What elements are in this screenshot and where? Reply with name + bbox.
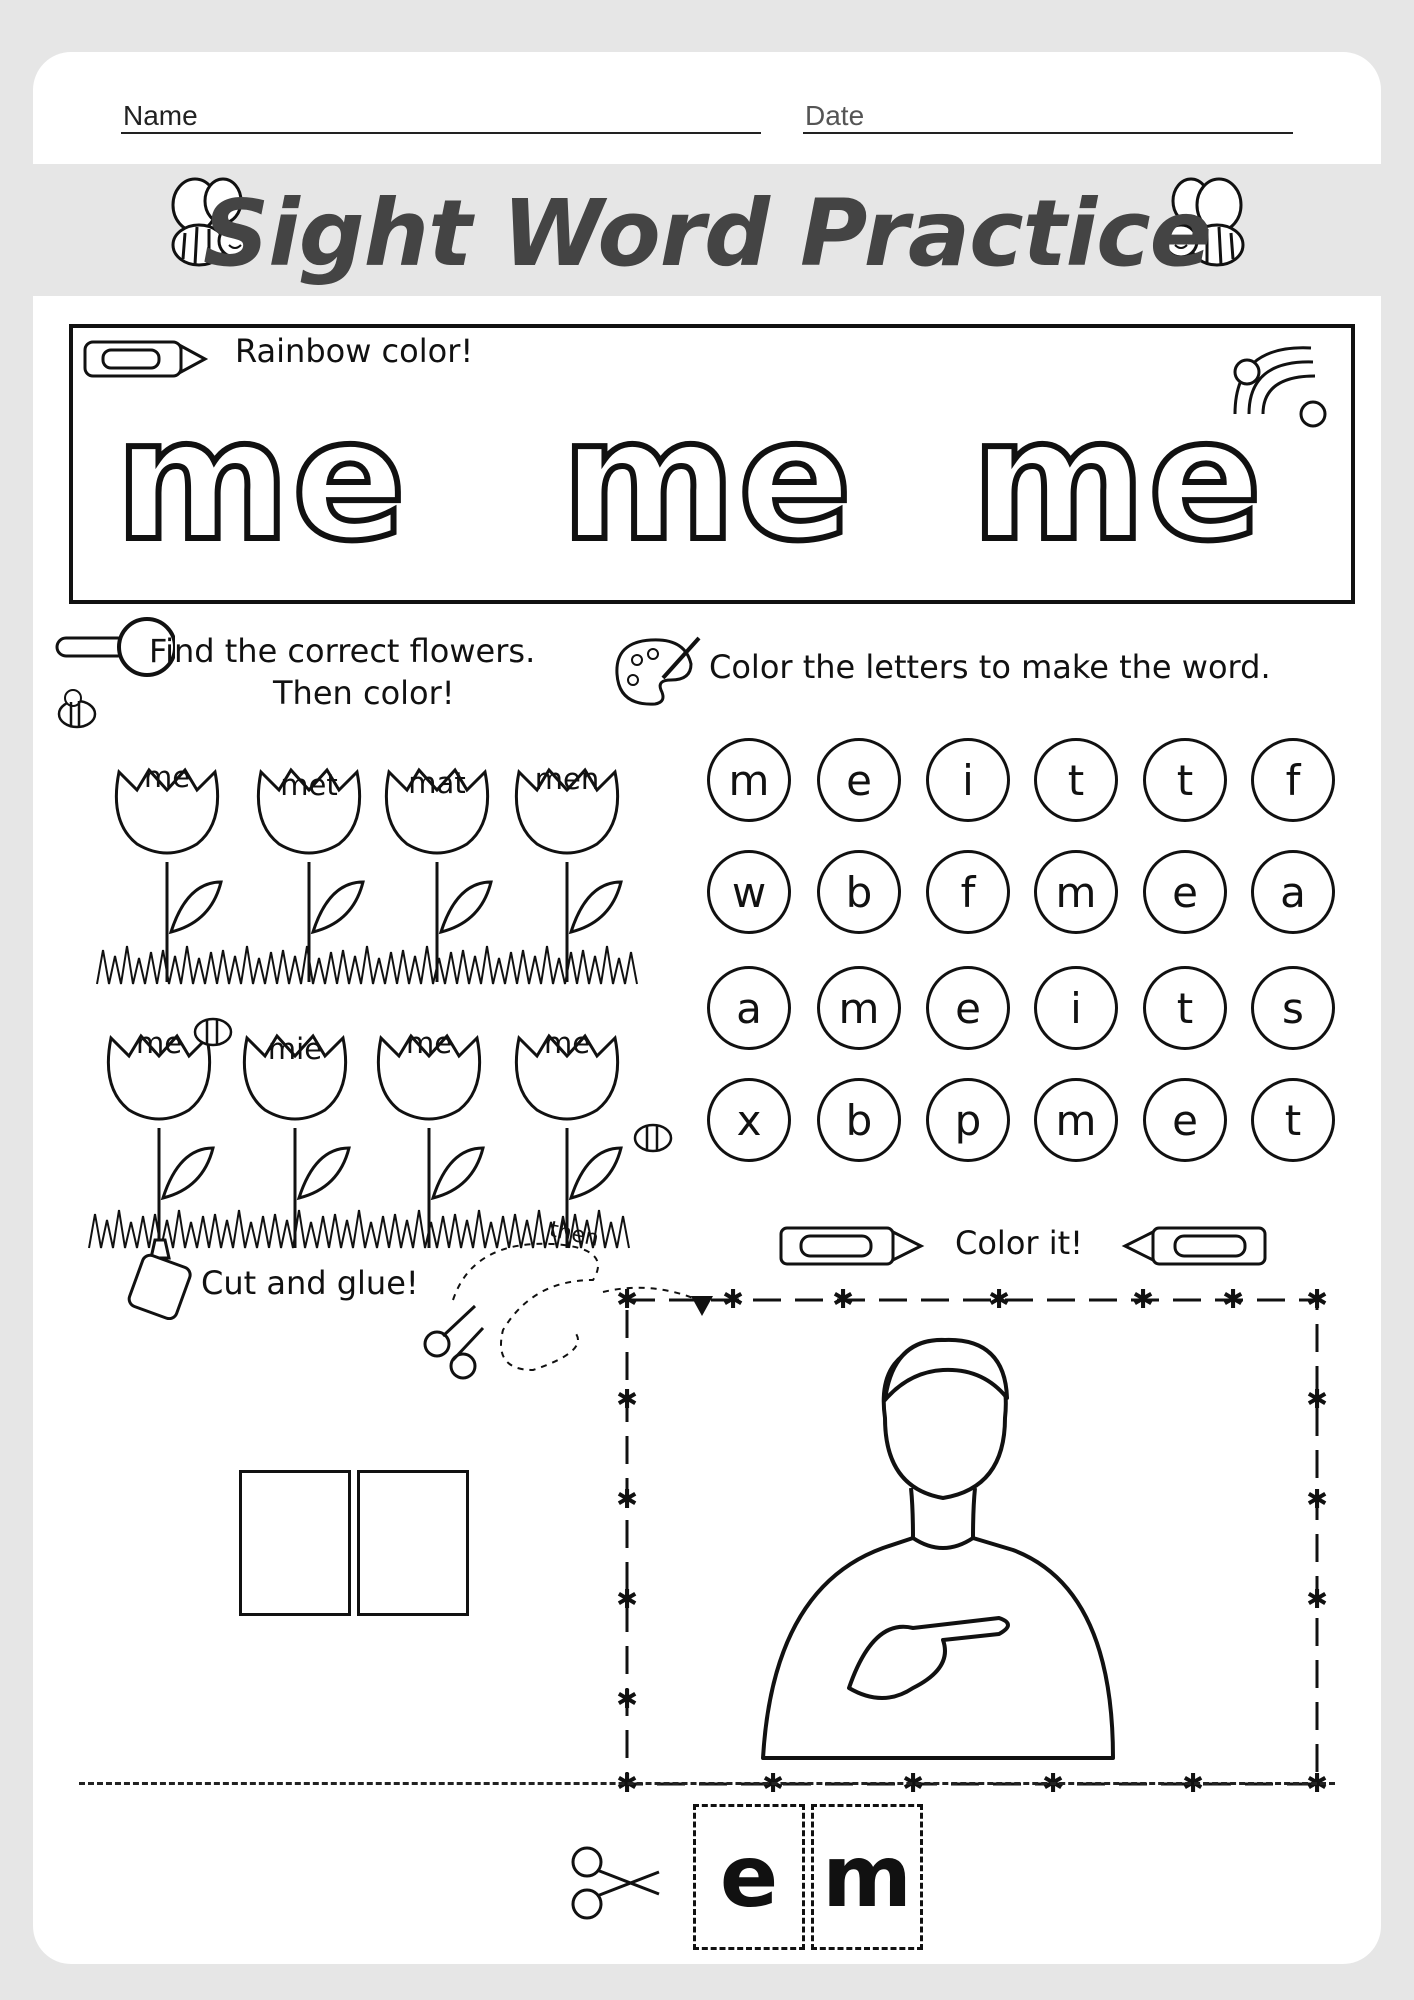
letter-circle[interactable]: b [817, 850, 901, 934]
letter-circle[interactable]: m [817, 966, 901, 1050]
glue-icon [125, 1236, 195, 1320]
svg-text:✱: ✱ [616, 1485, 638, 1515]
letter-circle[interactable]: f [926, 850, 1010, 934]
flower-word[interactable]: met [280, 768, 338, 802]
cut-letter-box[interactable]: m [811, 1804, 923, 1950]
flower-word[interactable]: mat [408, 766, 466, 800]
letter-circle[interactable]: t [1251, 1078, 1335, 1162]
cut-line [79, 1782, 1335, 1785]
svg-text:✱: ✱ [832, 1288, 854, 1315]
palette-icon [611, 634, 703, 710]
flowers-instruction: Find the correct flowers. [149, 632, 536, 670]
outline-word[interactable]: me [971, 382, 1264, 578]
letter-circle[interactable]: x [707, 1078, 791, 1162]
svg-text:✱: ✱ [616, 1685, 638, 1715]
svg-text:✱: ✱ [616, 1769, 638, 1799]
then-label: then [546, 1217, 602, 1252]
letter-circle[interactable]: a [1251, 850, 1335, 934]
date-field[interactable] [803, 132, 1293, 134]
letter-circle[interactable]: e [926, 966, 1010, 1050]
flower-word[interactable]: mie [267, 1032, 323, 1066]
letter-circle[interactable]: b [817, 1078, 901, 1162]
letter-circle[interactable]: f [1251, 738, 1335, 822]
svg-text:✱: ✱ [902, 1769, 924, 1799]
svg-text:✱: ✱ [1132, 1288, 1154, 1315]
svg-text:✱: ✱ [1306, 1769, 1328, 1799]
svg-text:✱: ✱ [1306, 1585, 1328, 1615]
page-title: Sight Word Practice [202, 180, 1212, 287]
flower-word[interactable]: me [135, 1026, 183, 1060]
letter-circle[interactable]: i [926, 738, 1010, 822]
glue-box-2[interactable] [357, 1470, 469, 1616]
scissors-icon [563, 1832, 663, 1932]
flowers-instruction-2: Then color! [273, 674, 455, 712]
crayon-icon [81, 334, 211, 386]
flower-word[interactable]: me [543, 1026, 591, 1060]
svg-text:✱: ✱ [616, 1585, 638, 1615]
svg-text:✱: ✱ [988, 1288, 1010, 1315]
letter-circle[interactable]: m [1034, 850, 1118, 934]
name-label: Name [123, 100, 198, 131]
letter-circle[interactable]: e [1143, 850, 1227, 934]
letter-circle[interactable]: i [1034, 966, 1118, 1050]
svg-text:✱: ✱ [722, 1288, 744, 1315]
color-it-instruction: Color it! [955, 1224, 1083, 1262]
cut-letter-box[interactable]: e [693, 1804, 805, 1950]
glue-box-1[interactable] [239, 1470, 351, 1616]
flower-word[interactable]: me [143, 760, 191, 794]
letter-circle[interactable]: e [1143, 1078, 1227, 1162]
svg-text:✱: ✱ [1306, 1288, 1328, 1315]
svg-text:✱: ✱ [1306, 1485, 1328, 1515]
svg-text:✱: ✱ [762, 1769, 784, 1799]
svg-text:✱: ✱ [1222, 1288, 1244, 1315]
color-it-frame [613, 1288, 1333, 1808]
svg-text:✱: ✱ [1042, 1769, 1064, 1799]
svg-text:✱: ✱ [616, 1288, 638, 1315]
scissors-icon [425, 1306, 483, 1378]
outline-word[interactable]: me [115, 382, 408, 578]
worksheet [33, 52, 1381, 1964]
letter-circle[interactable]: t [1143, 738, 1227, 822]
outline-word[interactable]: me [561, 382, 854, 578]
letter-circle[interactable]: w [707, 850, 791, 934]
rainbow-color-instruction: Rainbow color! [235, 332, 474, 370]
flower-word[interactable]: me [405, 1026, 453, 1060]
svg-text:✱: ✱ [1306, 1385, 1328, 1415]
letter-circle[interactable]: t [1034, 738, 1118, 822]
letter-circle[interactable]: s [1251, 966, 1335, 1050]
svg-text:✱: ✱ [1182, 1769, 1204, 1799]
crayon-icon [777, 1222, 927, 1272]
flower-word[interactable]: men [534, 762, 600, 796]
letter-circle[interactable]: t [1143, 966, 1227, 1050]
letter-circle[interactable]: m [707, 738, 791, 822]
name-field[interactable] [121, 132, 761, 134]
person-pointing-icon [763, 1340, 1113, 1758]
letter-circle[interactable]: p [926, 1078, 1010, 1162]
date-label: Date [805, 100, 865, 131]
cut-glue-instruction: Cut and glue! [201, 1264, 419, 1302]
letter-circle[interactable]: m [1034, 1078, 1118, 1162]
crayon-icon [1119, 1222, 1269, 1272]
letters-instruction: Color the letters to make the word. [709, 648, 1271, 686]
svg-text:✱: ✱ [616, 1385, 638, 1415]
letter-circle[interactable]: e [817, 738, 901, 822]
letter-circle[interactable]: a [707, 966, 791, 1050]
